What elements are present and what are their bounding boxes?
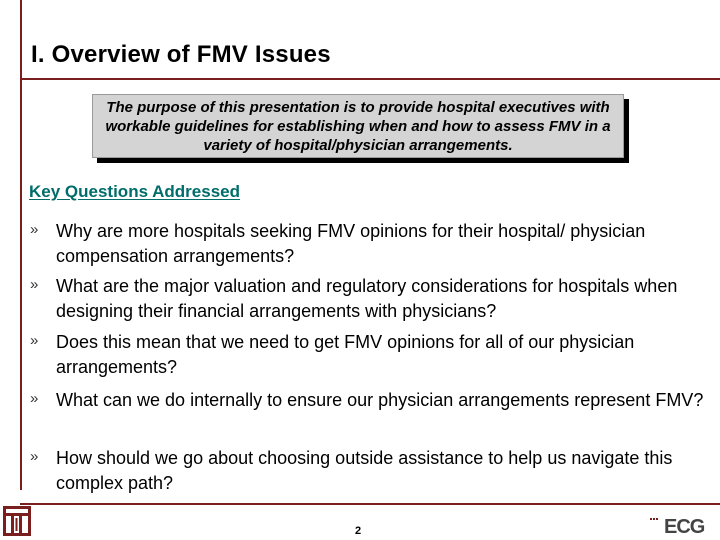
bullet-chevron-icon: » bbox=[30, 448, 39, 465]
key-questions-heading: Key Questions Addressed bbox=[29, 182, 240, 201]
slide-frame-left bbox=[20, 0, 22, 490]
bullet-chevron-icon: » bbox=[30, 332, 39, 349]
question-text: How should we go about choosing outside assistance to help us navigate this complex path? bbox=[56, 448, 673, 493]
purpose-text: The purpose of this presentation is to provide hospital executives with workable guidelines for establishing when and how to assess FMV in a variety of hospital/physician arrangements. bbox=[105, 98, 611, 154]
ecg-logo bbox=[650, 512, 712, 536]
bullet-chevron-icon: » bbox=[30, 276, 39, 293]
question-text: Does this mean that we need to get FMV opinions for all of our physician arrangements? bbox=[56, 332, 635, 377]
purpose-box bbox=[92, 94, 624, 158]
building-grid-logo-icon bbox=[3, 506, 31, 536]
question-text: What can we do internally to ensure our physician arrangements represent FMV? bbox=[56, 390, 704, 410]
slide-frame-top bbox=[20, 78, 720, 80]
question-text: Why are more hospitals seeking FMV opinions for their hospital/ physician compensation arrangements? bbox=[56, 221, 646, 266]
slide-frame-bottom bbox=[20, 503, 720, 505]
slide-title: I. Overview of FMV Issues bbox=[31, 41, 331, 68]
question-text: What are the major valuation and regulatory considerations for hospitals when designing their financial arrangements with physicians? bbox=[56, 276, 678, 321]
page-number: 2 bbox=[355, 525, 362, 537]
svg-text:ECG: ECG bbox=[664, 516, 705, 536]
bullet-chevron-icon: » bbox=[30, 221, 39, 238]
bullet-chevron-icon: » bbox=[30, 390, 39, 407]
